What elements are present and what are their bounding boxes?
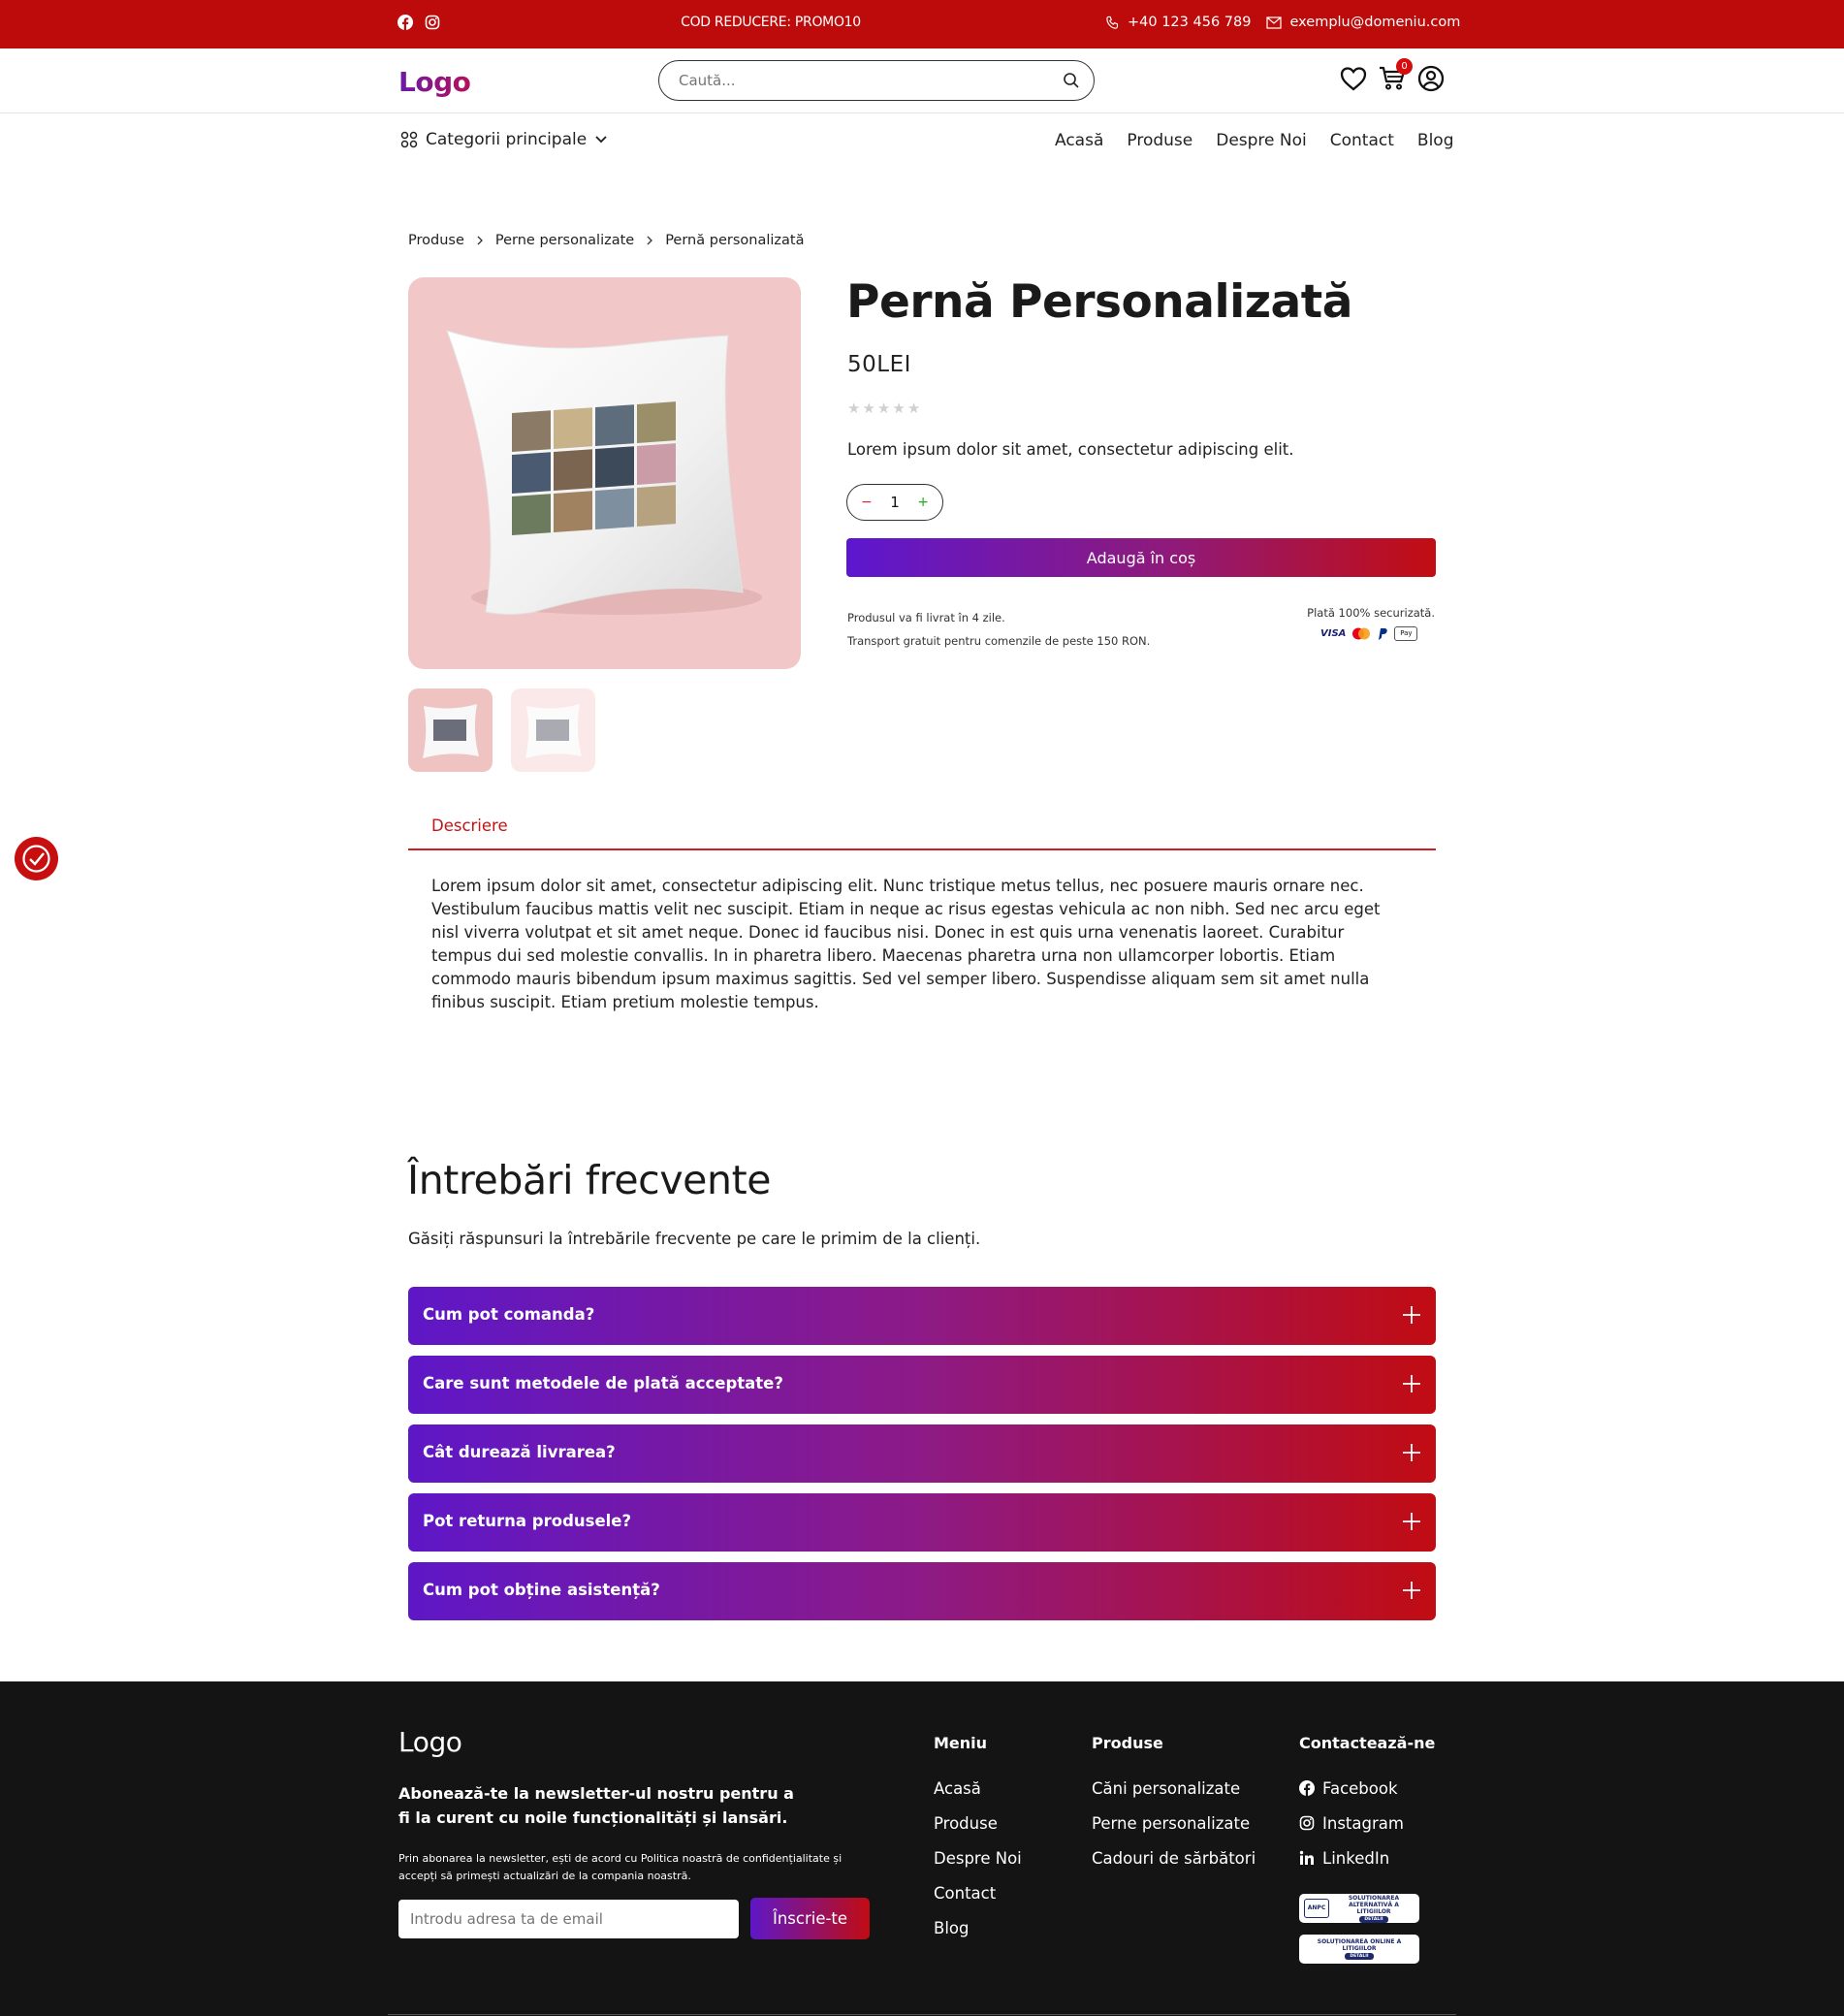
logo[interactable]: Logo — [398, 66, 471, 98]
chevron-right-icon — [646, 236, 653, 245]
mail-icon — [1266, 16, 1282, 29]
footer-link[interactable]: Despre Noi — [934, 1848, 1022, 1868]
footer-link[interactable]: Blog — [934, 1918, 970, 1937]
newsletter-heading: Abonează-te la newsletter-ul nostru pentru a fi la curent cu noile funcționalități și lansări. — [398, 1784, 794, 1827]
nav-link-about[interactable]: Despre Noi — [1216, 131, 1307, 150]
footer-link[interactable]: Produse — [934, 1813, 998, 1833]
phone-number[interactable]: +40 123 456 789 — [1128, 15, 1252, 30]
plus-icon — [1401, 1511, 1422, 1532]
product-thumbnail[interactable] — [511, 688, 595, 772]
plus-icon — [1401, 1373, 1422, 1394]
breadcrumb-current: Pernă personalizată — [665, 233, 805, 248]
badge-detail-label: DETALII — [1345, 1953, 1373, 1960]
search-input[interactable] — [679, 71, 1047, 90]
facebook-icon[interactable] — [397, 15, 413, 30]
footer-contact — [1299, 1778, 1404, 1868]
instagram-icon — [1299, 1815, 1315, 1831]
tab-underline — [408, 848, 1436, 850]
footer-link[interactable]: Cadouri de sărbători — [1092, 1848, 1256, 1868]
product-title: Pernă Personalizată — [846, 275, 1352, 329]
instagram-icon[interactable] — [425, 15, 440, 30]
anpc-sal-badge[interactable] — [1299, 1894, 1419, 1923]
footer-link[interactable]: Acasă — [934, 1778, 981, 1798]
star-icon: ★ — [876, 400, 891, 417]
cart-button[interactable] — [1379, 61, 1408, 91]
anpc-logo-icon: ANPC — [1304, 1899, 1329, 1918]
quantity-value[interactable]: 1 — [890, 494, 900, 511]
facebook-icon — [1299, 1780, 1315, 1796]
breadcrumb — [408, 233, 804, 248]
newsletter-email-input[interactable] — [398, 1900, 739, 1938]
product-description: Lorem ipsum dolor sit amet, consectetur adipiscing elit. Nunc tristique metus tellus, nec posuere mauris ornare nec. Vestibulum faucibus mattis velit nec suscipit. Etiam in neque ac risus egestas vehicula ac non nibh. Sed nec arcu eget nisl viverra volutpat et sit amet neque. Donec id faucibus nisi. Donec in est quis urna venenatis laoreet. Curabitur tempus dui sed molestie convallis. In in pharetra libero. Maecenas pharetra urna non ullamcorper lobortis. Etiam commodo mauris bibendum ipsum maximus sagittis. Sed vel semper libero. Suspendisse aliquam sem sit amet nulla finibus suscipit. Etiam pretium molestie tempus. — [431, 877, 1381, 1011]
main-nav — [1055, 131, 1453, 150]
apple-pay-icon: Pay — [1394, 626, 1417, 641]
add-to-cart-button[interactable]: Adaugă în coș — [846, 538, 1436, 577]
promo-code: COD REDUCERE: PROMO10 — [681, 15, 861, 30]
cart-count-badge: 0 — [1396, 58, 1413, 75]
product-main-image[interactable] — [408, 277, 801, 669]
quantity-decrease-button[interactable]: − — [861, 495, 873, 510]
footer-menu — [934, 1778, 1022, 1937]
faq-item[interactable] — [408, 1493, 1436, 1552]
faq-question: Cum pot obține asistență? — [423, 1581, 660, 1599]
faq-item[interactable] — [408, 1562, 1436, 1620]
top-contact — [1105, 15, 1460, 30]
footer-menu-title: Meniu — [934, 1734, 988, 1752]
categories-label: Categorii principale — [426, 130, 588, 149]
badge-text: SOLUȚIONAREA ALTERNATIVĂ A LITIGIILOR — [1348, 1894, 1400, 1915]
quantity-increase-button[interactable]: + — [917, 495, 929, 510]
footer-linkedin-link[interactable] — [1299, 1848, 1404, 1868]
star-icon: ★ — [847, 400, 861, 417]
email-address[interactable]: exemplu@domeniu.com — [1289, 15, 1461, 30]
star-icon: ★ — [906, 400, 921, 417]
categories-dropdown[interactable] — [400, 130, 608, 149]
tab-description[interactable]: Descriere — [431, 816, 508, 835]
product-thumbnail[interactable] — [408, 688, 493, 772]
accessibility-icon — [15, 837, 58, 880]
footer-link[interactable]: Perne personalizate — [1092, 1813, 1251, 1833]
nav-link-products[interactable]: Produse — [1127, 131, 1193, 150]
anpc-sol-badge[interactable] — [1299, 1935, 1419, 1964]
header-actions — [1340, 61, 1445, 92]
nav-link-contact[interactable]: Contact — [1329, 131, 1394, 150]
social-links — [397, 15, 440, 30]
badge-text: SOLUȚIONAREA ONLINE A LITIGIILOR — [1317, 1938, 1402, 1952]
newsletter-note: Prin abonarea la newsletter, ești de acord cu Politica noastră de confidențialitate și accepți să primești actualizări de la compania noastră. — [398, 1852, 843, 1882]
paypal-icon — [1377, 627, 1388, 641]
nav-link-blog[interactable]: Blog — [1416, 131, 1454, 150]
badge-detail-label: DETALII — [1359, 1916, 1387, 1923]
subscribe-button[interactable]: Înscrie-te — [750, 1898, 870, 1939]
faq-item[interactable] — [408, 1424, 1436, 1483]
star-icon: ★ — [862, 400, 875, 417]
nav-link-home[interactable]: Acasă — [1055, 131, 1104, 150]
plus-icon — [1401, 1442, 1422, 1463]
visa-icon: VISA — [1320, 628, 1347, 639]
chevron-right-icon — [476, 236, 484, 245]
search-icon[interactable] — [1063, 72, 1080, 89]
rating-stars — [847, 400, 920, 417]
chevron-down-icon — [594, 135, 608, 144]
top-bar — [0, 0, 1844, 48]
product-short-description: Lorem ipsum dolor sit amet, consectetur adipiscing elit. — [847, 440, 1294, 459]
heart-icon[interactable] — [1340, 66, 1367, 91]
footer-contact-label: Facebook — [1322, 1778, 1398, 1798]
faq-question: Care sunt metodele de plată acceptate? — [423, 1374, 783, 1392]
faq-title: Întrebări frecvente — [407, 1157, 772, 1203]
breadcrumb-item[interactable]: Produse — [408, 233, 464, 248]
footer-products-title: Produse — [1092, 1734, 1163, 1752]
quantity-stepper — [846, 484, 943, 521]
footer-contact-label: Instagram — [1322, 1813, 1404, 1833]
free-shipping-text: Transport gratuit pentru comenzile de peste 150 RON. — [847, 634, 1151, 648]
faq-subtitle: Găsiți răspunsuri la întrebările frecvente pe care le primim de la clienți. — [408, 1230, 981, 1248]
breadcrumb-item[interactable]: Perne personalizate — [494, 233, 635, 248]
faq-item[interactable] — [408, 1287, 1436, 1345]
star-icon: ★ — [892, 400, 906, 417]
footer-logo[interactable]: Logo — [398, 1726, 462, 1758]
faq-question: Cât durează livrarea? — [423, 1443, 616, 1461]
search-bar — [658, 60, 1095, 101]
delivery-text: Produsul va fi livrat în 4 zile. — [847, 611, 1005, 624]
payment-methods — [1320, 626, 1417, 641]
faq-item[interactable] — [408, 1356, 1436, 1414]
product-price: 50LEI — [847, 352, 911, 377]
faq-question: Cum pot comanda? — [423, 1305, 595, 1324]
footer-facebook-link[interactable] — [1299, 1778, 1404, 1798]
footer-contact-label: LinkedIn — [1322, 1848, 1390, 1868]
footer-divider — [388, 2014, 1456, 2015]
plus-icon — [1401, 1304, 1422, 1326]
mastercard-icon — [1351, 627, 1371, 640]
linkedin-icon — [1299, 1850, 1315, 1866]
footer-link[interactable]: Contact — [934, 1883, 997, 1903]
footer-instagram-link[interactable] — [1299, 1813, 1404, 1833]
footer-products — [1092, 1778, 1256, 1868]
account-icon[interactable] — [1417, 65, 1445, 92]
faq-question: Pot returna produsele? — [423, 1512, 632, 1530]
grid-icon — [400, 131, 418, 148]
footer-link[interactable]: Căni personalizate — [1092, 1778, 1241, 1798]
accessibility-button[interactable] — [15, 837, 58, 880]
footer-contact-title: Contactează-ne — [1299, 1734, 1436, 1752]
shipping-info — [847, 606, 1150, 653]
secure-payment-text: Plată 100% securizată. — [1307, 606, 1435, 620]
plus-icon — [1401, 1580, 1422, 1601]
phone-icon — [1105, 16, 1120, 30]
site-footer — [0, 1681, 1844, 2016]
